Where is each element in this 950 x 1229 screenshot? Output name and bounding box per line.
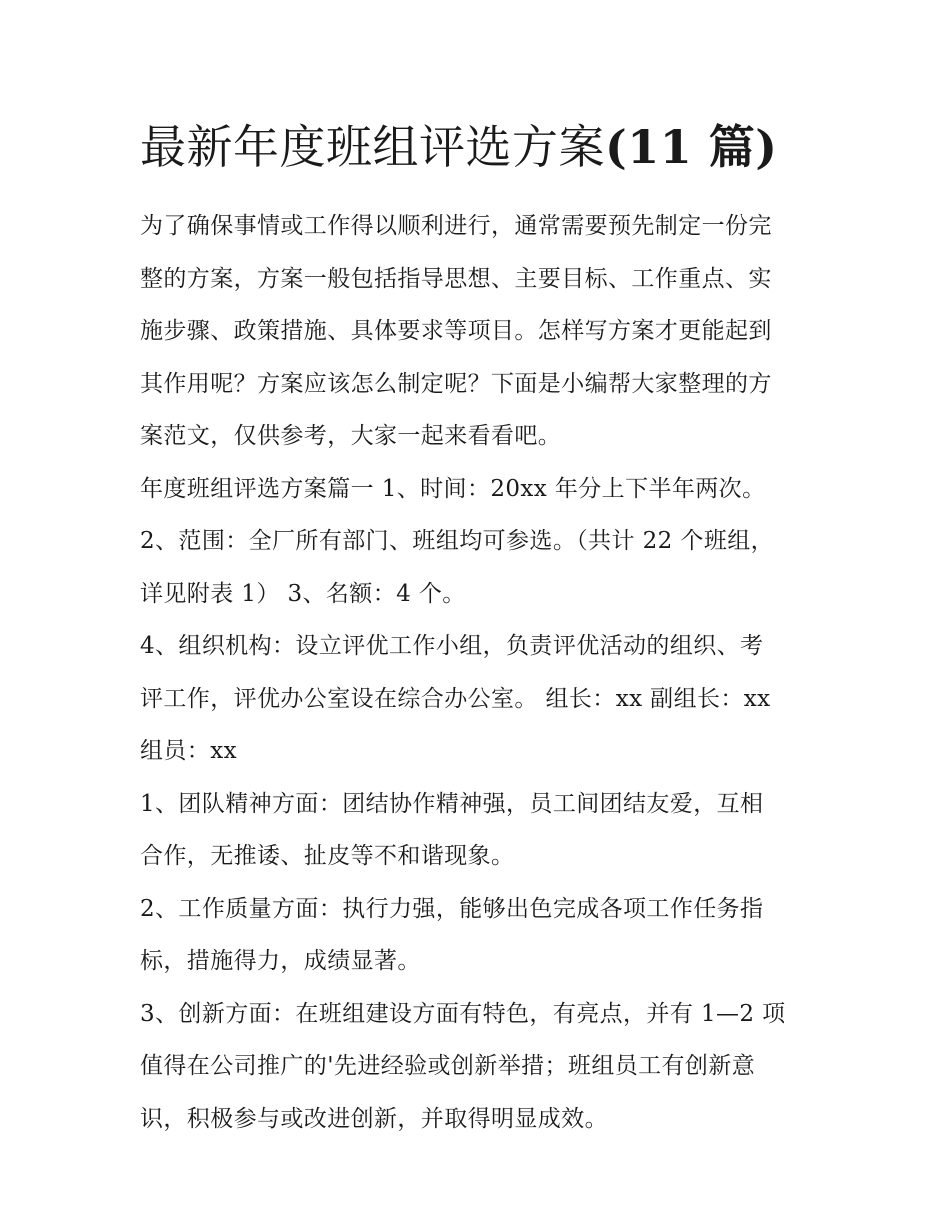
text-line: 标，措施得力，成绩显著。	[140, 948, 421, 974]
document-body	[140, 200, 820, 1145]
text-line: 2、范围：全厂所有部门、班组均可参选。（共计 22 个班组，	[140, 528, 775, 554]
text-line: 值得在公司推广的'先进经验或创新举措；班组员工有创新意	[140, 1053, 756, 1079]
text-line: 组员：xx	[140, 738, 237, 764]
paragraph-work-quality	[140, 883, 820, 988]
text-line: 案范文，仅供参考，大家一起来看看吧。	[140, 423, 562, 449]
title-suffix: (11 篇)	[605, 120, 778, 174]
paragraph-innovation	[140, 988, 820, 1146]
text-line: 为了确保事情或工作得以顺利进行，通常需要预先制定一份完	[140, 213, 772, 239]
text-line: 年度班组评选方案篇一 1、时间：20xx 年分上下半年两次。	[140, 475, 766, 502]
text-line: 整的方案，方案一般包括指导思想、主要目标、工作重点、实	[140, 265, 772, 292]
paragraph-intro	[140, 200, 820, 463]
text-line: 3、创新方面：在班组建设方面有特色，有亮点，并有 1—2 项	[140, 1000, 786, 1027]
text-line: 评工作，评优办公室设在综合办公室。 组长：xx 副组长：xx	[140, 685, 771, 712]
paragraph-time	[140, 463, 820, 516]
document-title	[140, 114, 840, 180]
text-line: 2、工作质量方面：执行力强，能够出色完成各项工作任务指	[140, 895, 764, 922]
text-line: 识，积极参与或改进创新，并取得明显成效。	[140, 1105, 608, 1132]
text-line: 1、团队精神方面：团结协作精神强，员工间团结友爱，互相	[140, 790, 764, 817]
text-line: 详见附表 1） 3、名额：4 个。	[140, 580, 466, 607]
text-line: 施步骤、政策措施、具体要求等项目。怎样写方案才更能起到	[140, 318, 772, 344]
paragraph-team-spirit	[140, 778, 820, 883]
text-line: 其作用呢？方案应该怎么制定呢？下面是小编帮大家整理的方	[140, 370, 772, 397]
paragraph-scope	[140, 515, 820, 620]
text-line: 合作，无推诿、扯皮等不和谐现象。	[140, 843, 515, 869]
paragraph-organization	[140, 620, 820, 778]
text-line: 4、组织机构：设立评优工作小组，负责评优活动的组织、考	[140, 633, 764, 659]
title-main: 最新年度班组评选方案	[140, 120, 605, 174]
